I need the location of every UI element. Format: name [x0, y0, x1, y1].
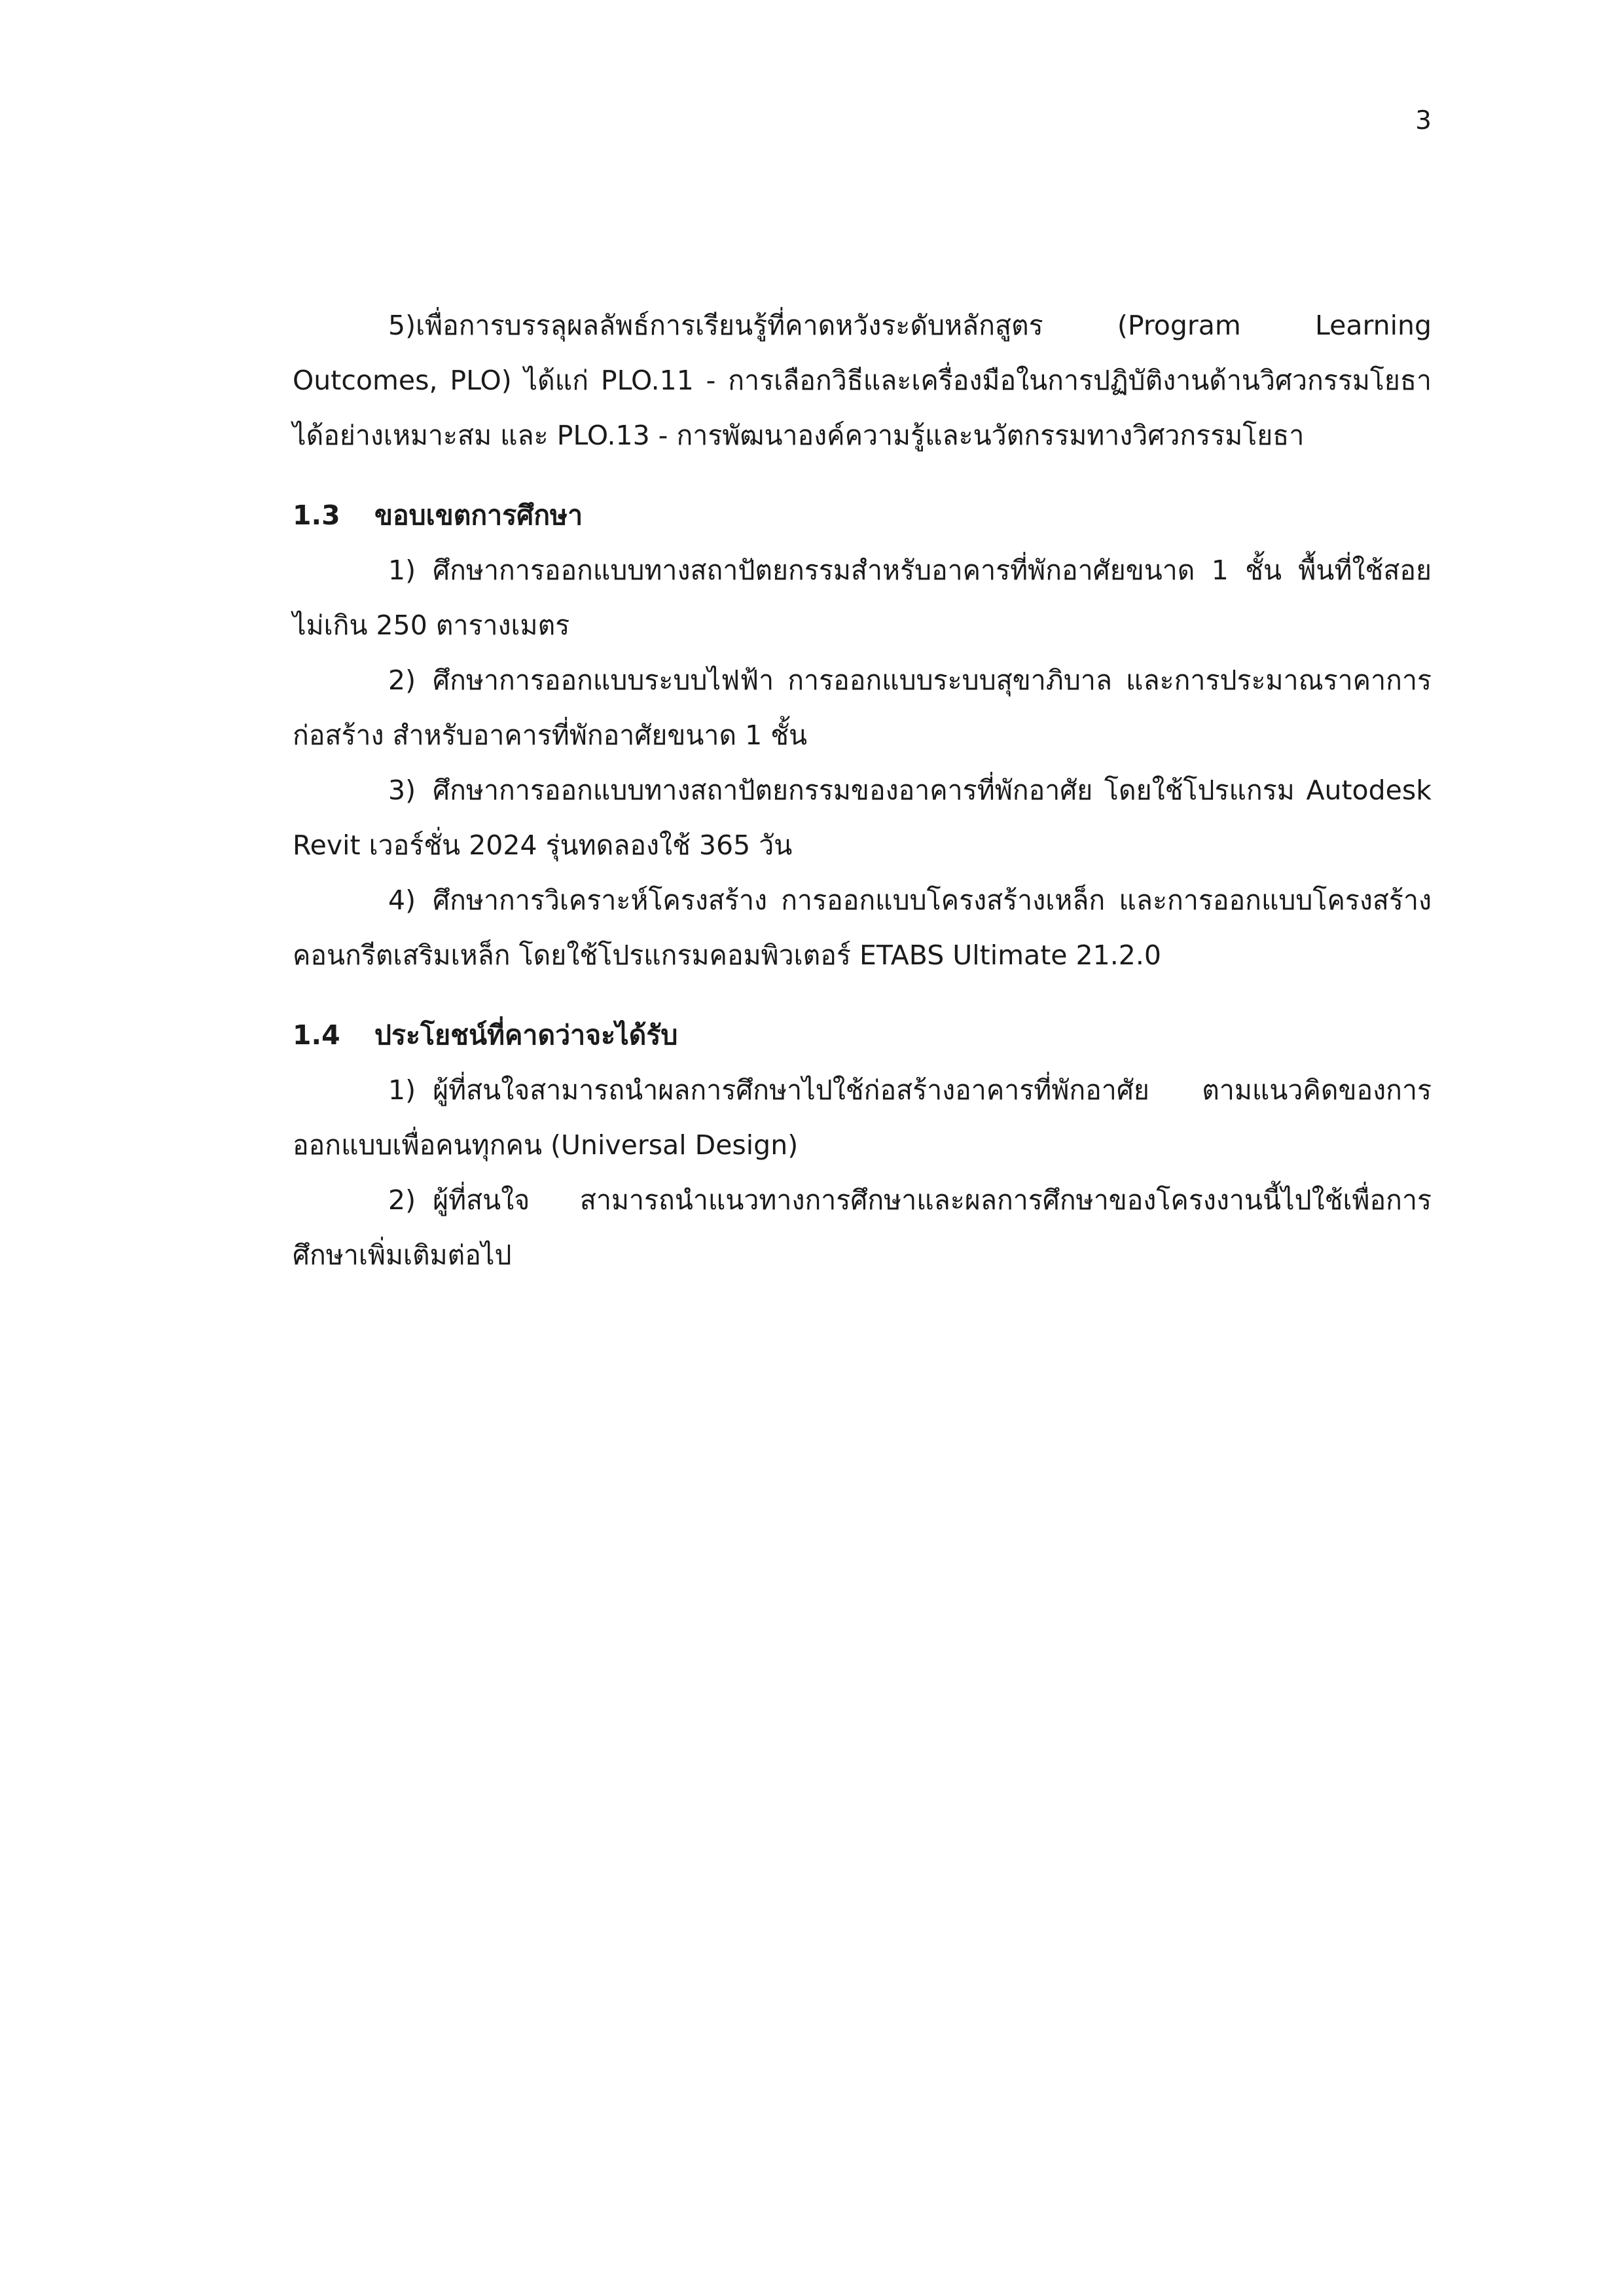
- list-item-text: ศึกษาการออกแบบทางสถาปัตยกรรมสำหรับอาคารที่พักอาศัยขนาด 1 ชั้น พื้นที่ใช้สอยไม่เกิน 250 ตารางเมตร: [293, 555, 1432, 641]
- list-marker: 2): [388, 1184, 416, 1216]
- section-title: ขอบเขตการศึกษา: [374, 500, 583, 531]
- list-item-text: ศึกษาการออกแบบทางสถาปัตยกรรมของอาคารที่พักอาศัย โดยใช้โปรแกรม Autodesk Revit เวอร์ชั่น 2024 รุ่นทดลองใช้ 365 วัน: [293, 774, 1432, 861]
- section-number: 1.3: [293, 500, 340, 531]
- list-marker: 2): [388, 665, 416, 696]
- benefit-item-1: [293, 1063, 1432, 1173]
- scope-item-3: [293, 763, 1432, 873]
- scope-item-4: [293, 873, 1432, 983]
- list-marker: 1): [388, 1074, 416, 1106]
- benefit-item-2: [293, 1173, 1432, 1283]
- section-title: ประโยชน์ที่คาดว่าจะได้รับ: [374, 1019, 678, 1051]
- list-item-text: เพื่อการบรรลุผลลัพธ์การเรียนรู้ที่คาดหวังระดับหลักสูตร (Program Learning Outcomes, PLO) ได้แก่ PLO.11 - การเลือกวิธีและเครื่องมือในการปฏิบัติงานด้านวิศวกรรมโยธาได้อย่างเหมาะสม และ PLO.13 - การพัฒนาองค์ความรู้และนวัตกรรมทางวิศวกรรมโยธา: [293, 310, 1432, 451]
- page-number: 3: [1415, 106, 1432, 136]
- section-heading-scope: [293, 488, 1432, 543]
- list-marker: 1): [388, 555, 416, 586]
- list-item-text: ผู้ที่สนใจสามารถนำผลการศึกษาไปใช้ก่อสร้างอาคารที่พักอาศัย ตามแนวคิดของการออกแบบเพื่อคนทุกคน (Universal Design): [293, 1074, 1432, 1161]
- scope-item-1: [293, 543, 1432, 653]
- intro-item-5: [293, 298, 1432, 463]
- document-body: [293, 298, 1432, 1283]
- section-heading-benefits: [293, 1008, 1432, 1063]
- list-marker: 5): [388, 310, 416, 341]
- list-marker: 4): [388, 884, 416, 916]
- list-marker: 3): [388, 774, 416, 806]
- section-number: 1.4: [293, 1019, 340, 1051]
- list-item-text: ผู้ที่สนใจ สามารถนำแนวทางการศึกษาและผลการศึกษาของโครงงานนี้ไปใช้เพื่อการศึกษาเพิ่มเติมต่อไป: [293, 1184, 1432, 1271]
- list-item-text: ศึกษาการออกแบบระบบไฟฟ้า การออกแบบระบบสุขาภิบาล และการประมาณราคาการก่อสร้าง สำหรับอาคารที่พักอาศัยขนาด 1 ชั้น: [293, 665, 1432, 751]
- list-item-text: ศึกษาการวิเคราะห์โครงสร้าง การออกแบบโครงสร้างเหล็ก และการออกแบบโครงสร้างคอนกรีตเสริมเหล็ก โดยใช้โปรแกรมคอมพิวเตอร์ ETABS Ultimate 21.2.0: [293, 884, 1432, 971]
- scope-item-2: [293, 653, 1432, 763]
